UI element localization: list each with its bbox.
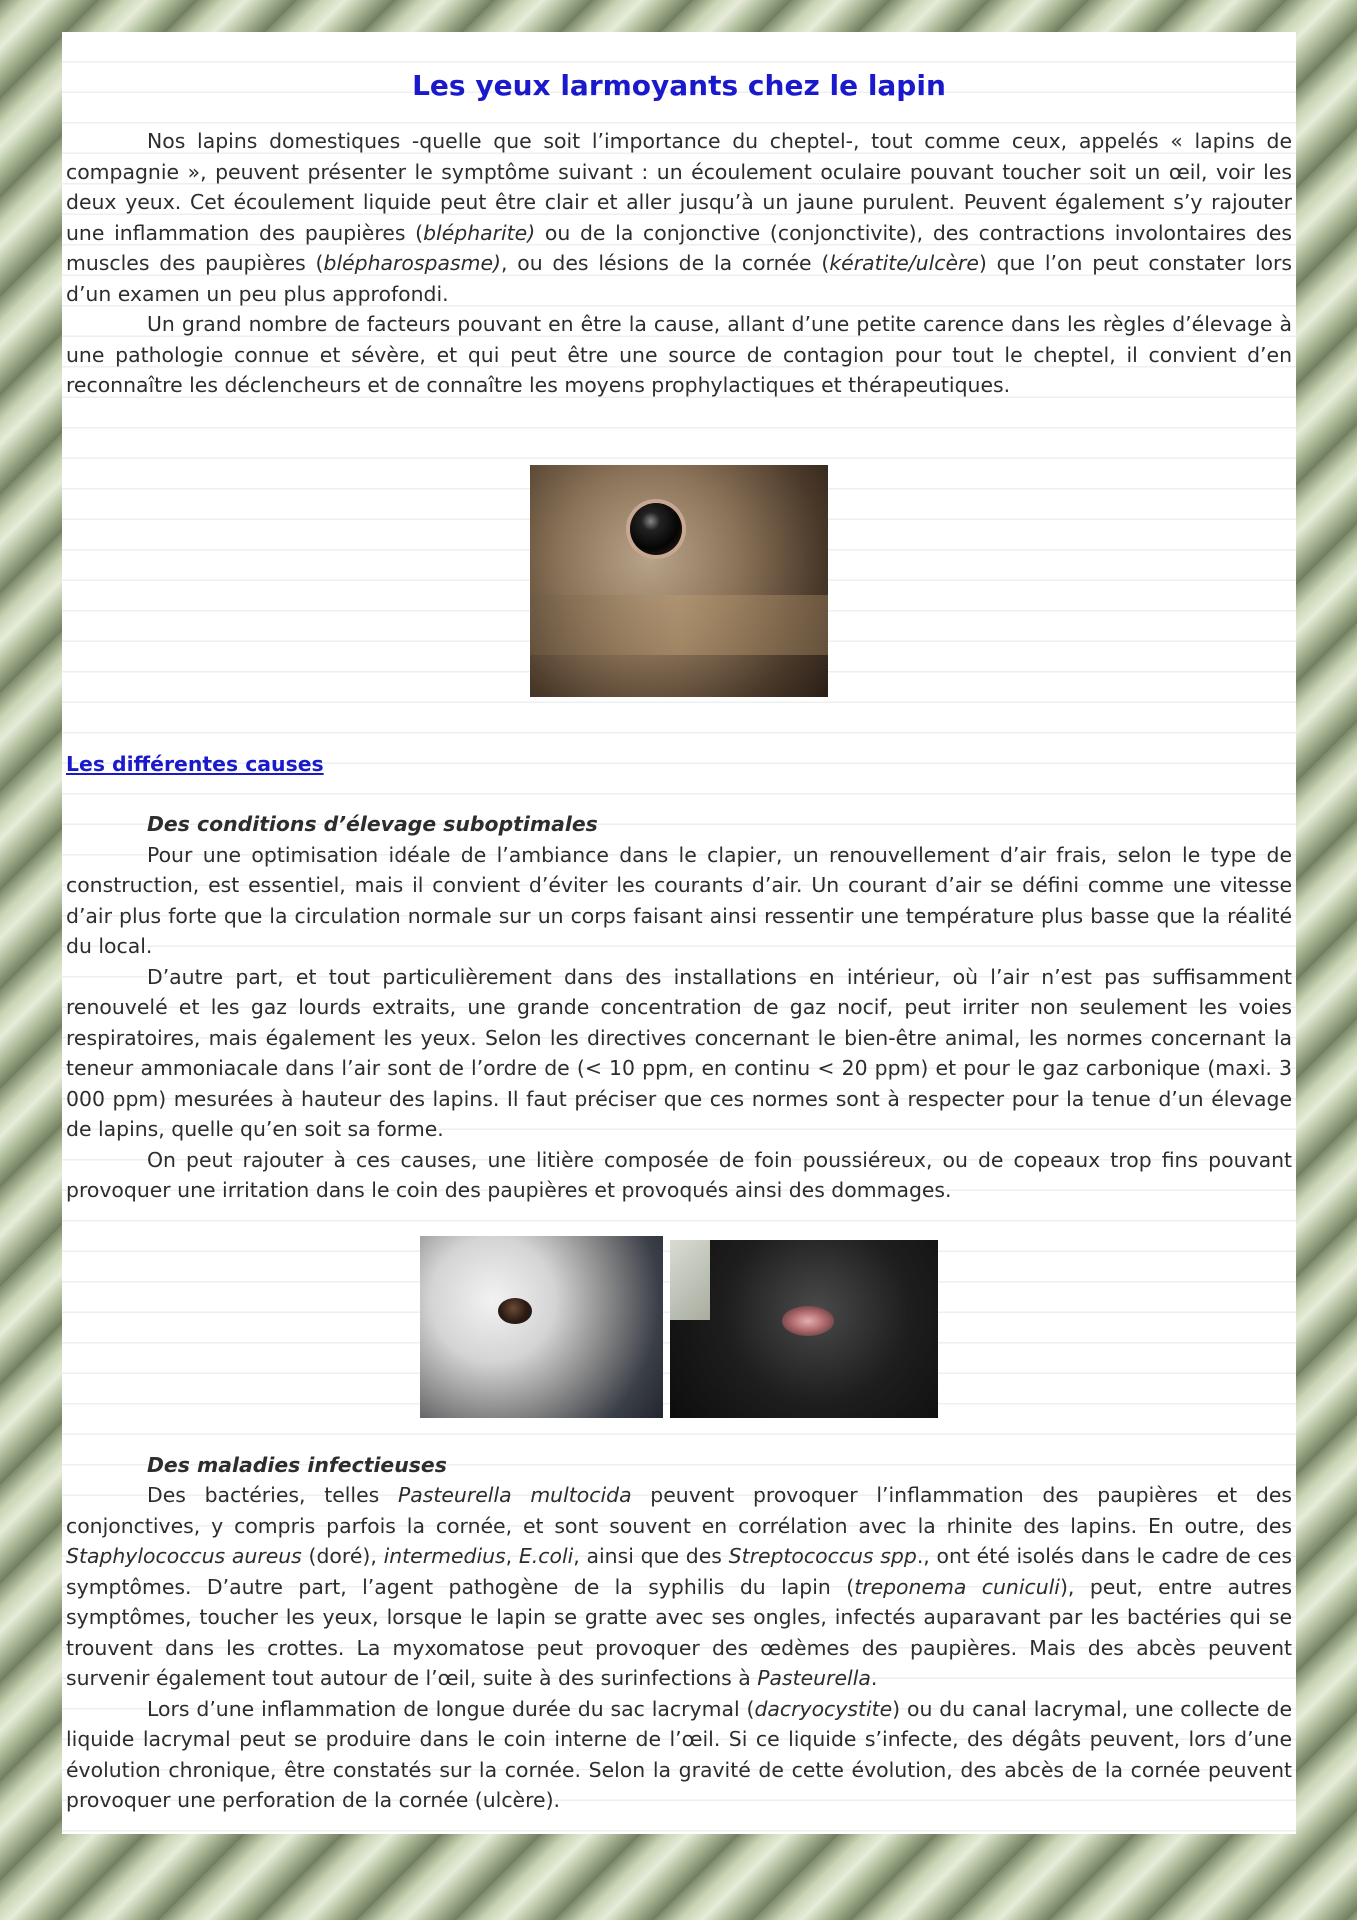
rabbit-eye-photo-lesion: [670, 1240, 938, 1418]
text-run: peuvent provoquer l’inflammation des paupières et des conjonctives, y compris parfois la cornée, et sont souvent en corrélation avec la rhinite des lapins. En outre, des: [66, 1483, 1292, 1538]
text-run: .: [870, 1666, 878, 1690]
text-run: (doré),: [301, 1544, 384, 1568]
text-run-italic: blépharospasme): [323, 251, 501, 275]
text-run: , ou des lésions de la cornée (: [500, 251, 830, 275]
section-title-causes[interactable]: Les différentes causes: [66, 751, 324, 776]
text-run: ou de la conjonctive (conjonctivite), des contractions involontaires des muscles des paupières (: [66, 220, 1292, 275]
intro-paragraph-1: [66, 126, 1292, 309]
text-run-italic: treponema cuniculi: [854, 1574, 1060, 1599]
text-run-italic: dacryocystite: [754, 1696, 893, 1721]
elevage-paragraph-1: Pour une optimisation idéale de l’ambiance dans le clapier, un renouvellement d’air frais, selon le type de construction, est essentiel, mais il convient d’éviter les courants d’air. Un courant d’air se défini comme une vitesse d’air plus forte que la circulation normale sur un corps faisant ainsi ressentir une température plus basse que la réalité du local.: [66, 842, 1292, 958]
figure-rabbit-closeup: [66, 465, 1292, 697]
text-run-italic: kératite/ulcère: [829, 251, 979, 275]
subheading-elevage: Des conditions d’élevage suboptimales: [147, 812, 598, 836]
text-run: ) que l’on peut constater lors d’un examen un peu plus approfondi.: [66, 251, 1292, 306]
infectieuses-paragraph-2: [66, 1694, 1292, 1816]
document-page: [62, 32, 1296, 1834]
text-run: ) ou du canal lacrymal, une collecte de liquide lacrymal peut se produire dans le coin interne de l’œil. Si ce liquide s’infecte, des dégâts peuvent, lors d’une évolution chronique, être constatés sur la cornée. Selon la gravité de cette évolution, des abcès de la cornée peuvent provoquer une perforation de la cornée (ulcère).: [66, 1696, 1292, 1812]
rabbit-eye-photo-light: [420, 1236, 663, 1418]
text-run: ,: [505, 1544, 519, 1568]
intro-paragraph-2: Un grand nombre de facteurs pouvant en être la cause, allant d’une petite carence dans les règles d’élevage à une pathologie connue et sévère, et qui peut être une source de contagion pour tout le cheptel, il convient d’en reconnaître les déclencheurs et de connaître les moyens prophylactiques et thérapeutiques.: [66, 312, 1292, 397]
text-run: ., ont été isolés dans le cadre de ces symptômes. D’autre part, l’agent pathogène de la syphilis du lapin (: [66, 1544, 1292, 1599]
text-run: Lors d’une inflammation de longue durée du sac lacrymal (: [147, 1696, 755, 1721]
text-run-italic: Pasteurella: [757, 1666, 871, 1690]
text-run-italic: E.coli: [518, 1544, 574, 1568]
text-run-italic: Pasteurella multocida: [397, 1483, 632, 1507]
text-run: Des bactéries, telles: [147, 1483, 398, 1507]
elevage-paragraph-2: D’autre part, et tout particulièrement dans des installations en intérieur, où l’air n’est pas suffisamment renouvelé et les gaz lourds extraits, une grande concentration de gaz nocif, peut irriter non seulement les voies respiratoires, mais également les yeux. Selon les directives concernant le bien-être animal, les normes concernant la teneur ammoniacale dans l’air sont de l’ordre de (< 10 ppm, en continu < 20 ppm) et pour le gaz carbonique (maxi. 3 000 ppm) mesurées à hauteur des lapins. Il faut préciser que ces normes sont à respecter pour la tenue d’un élevage de lapins, quelle qu’en soit sa forme.: [66, 964, 1292, 1141]
text-run-italic: intermedius: [383, 1544, 506, 1568]
text-run-italic: blépharite): [423, 220, 536, 245]
text-run: Nos lapins domestiques -quelle que soit l’importance du cheptel-, tout comme ceux, appelés « lapins de compagnie », peuvent présenter le symptôme suivant : un écoulement oculaire pouvant toucher soit un œil, voir les deux yeux. Cet écoulement liquide peut être clair et aller jusqu’à un jaune purulent. Peuvent également s’y rajouter une inflammation des paupières (: [66, 129, 1292, 245]
rabbit-eye-photo: [530, 465, 828, 697]
figure-rabbit-eyes: [66, 1236, 1292, 1418]
text-run-italic: Streptococcus spp: [728, 1544, 917, 1568]
text-run: , ainsi que des: [573, 1544, 729, 1568]
text-run-italic: Staphylococcus aureus: [66, 1544, 302, 1568]
text-run: ), peut, entre autres symptômes, toucher les yeux, lorsque le lapin se gratte avec ses ongles, infectés auparavant par les bactéries qui se trouvent dans les crottes. La myxomatose peut provoquer des œdèmes des paupières. Mais des abcès peuvent survenir également tout autour de l’œil, suite à des surinfections à: [66, 1574, 1292, 1690]
page-title: Les yeux larmoyants chez le lapin: [412, 69, 946, 102]
elevage-paragraph-3: On peut rajouter à ces causes, une litière composée de foin poussiéreux, ou de copeaux trop fins pouvant provoquer une irritation dans le coin des paupières et provoqués ainsi des dommages.: [66, 1147, 1292, 1202]
infectieuses-paragraph-1: [66, 1480, 1292, 1694]
subheading-infectieuses: Des maladies infectieuses: [147, 1452, 447, 1477]
